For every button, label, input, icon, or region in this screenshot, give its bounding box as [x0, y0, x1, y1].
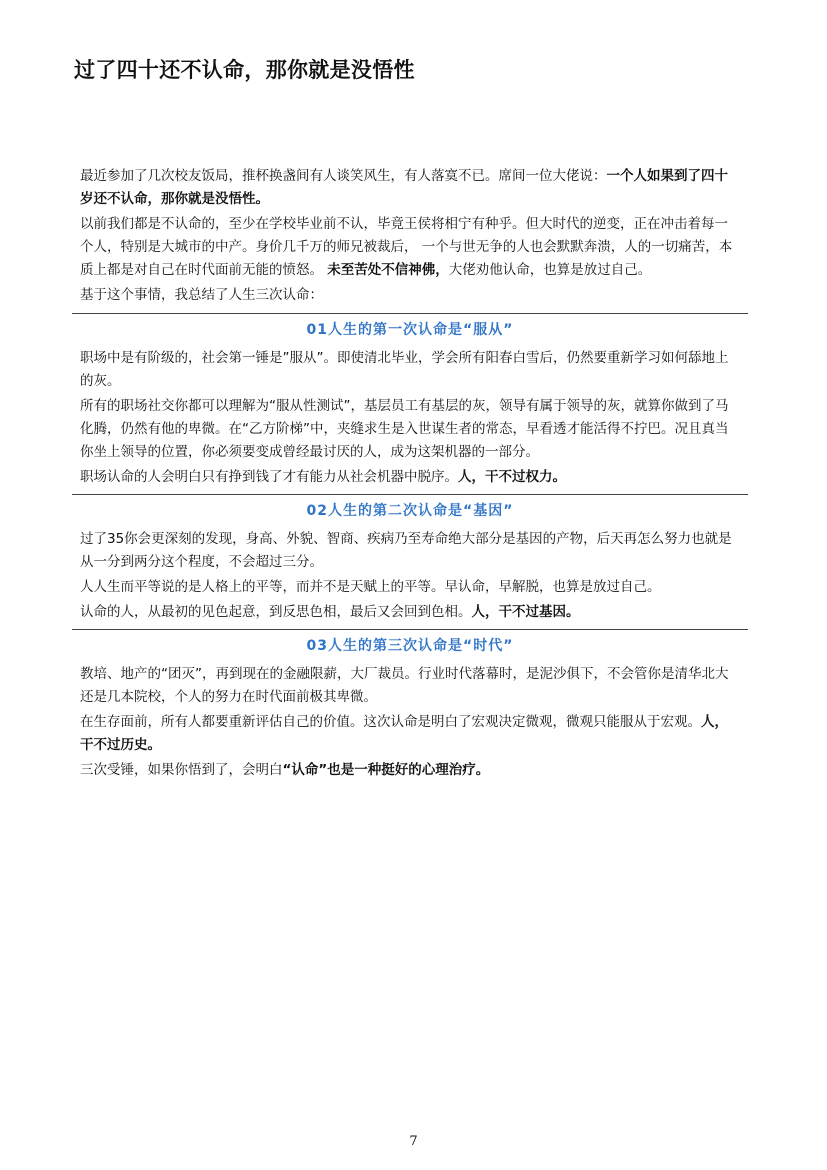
section-divider — [72, 629, 748, 630]
paragraph-emphasis: “认命”也是一种挺好的心理治疗。 — [282, 762, 490, 778]
section-paragraph — [80, 601, 740, 624]
paragraph-emphasis: 人，干不过基因。 — [471, 604, 580, 620]
paragraph-emphasis: 人，干不过历史。 — [80, 714, 728, 753]
section-obedience — [80, 313, 740, 489]
section-heading: 01人生的第一次认命是“服从” — [306, 322, 514, 338]
page-title: 过了四十还不认命，那你就是没悟性 — [74, 58, 415, 82]
intro-text: 最近参加了几次校友饭局，推杯换盏间有人谈笑风生，有人落寞不已。席间一位大佬说： — [80, 168, 607, 184]
intro-paragraph — [80, 165, 740, 211]
section-paragraph: 过了35你会更深刻的发现，身高、外貌、智商、疾病乃至寿命绝大部分是基因的产物，后天再怎么努力也就是从一分到两分这个程度，不会超过三分。 — [80, 531, 732, 570]
intro-emphasis: 未至苦处不信神佛， — [327, 262, 449, 278]
section-paragraph: 职场中是有阶级的，社会第一锤是”服从”。即使清北毕业，学会所有阳春白雪后，仍然要重新学习如何舔地上的灰。 — [80, 350, 729, 389]
paragraph-emphasis: 人，干不过权力。 — [458, 469, 566, 485]
section-paragraph: 人人生而平等说的是人格上的平等，而并不是天赋上的平等。早认命，早解脱，也算是放过自己。 — [80, 579, 661, 595]
section-paragraph — [80, 759, 740, 782]
paragraph-text: 三次受锤，如果你悟到了，会明白 — [80, 762, 283, 778]
section-paragraph: 教培、地产的“团灭”，再到现在的金融限薪，大厂裁员。行业时代落幕时，是泥沙俱下，不会管你是清华北大还是几本院校，个人的努力在时代面前极其卑微。 — [80, 666, 729, 705]
page-number: 7 — [409, 1134, 418, 1149]
section-paragraph — [80, 466, 740, 489]
article-body — [80, 165, 740, 787]
section-genes — [80, 494, 740, 624]
intro-text: 大佬劝他认命，也算是放过自己。 — [448, 262, 652, 278]
paragraph-text: 在生存面前，所有人都要重新评估自己的价值。这次认命是明白了宏观决定微观，微观只能服从于宏观。 — [80, 714, 701, 730]
intro-paragraph: 基于这个事情，我总结了人生三次认命： — [80, 287, 323, 303]
section-heading: 02人生的第二次认命是“基因” — [306, 503, 514, 519]
section-divider — [72, 494, 748, 495]
section-heading: 03人生的第三次认命是“时代” — [306, 638, 514, 654]
intro-emphasis: 一个人如果到了四十岁还不认命，那你就是没悟性。 — [80, 168, 728, 207]
intro-paragraph — [80, 213, 740, 282]
section-era — [80, 629, 740, 782]
section-paragraph — [80, 711, 740, 757]
intro-text: 以前我们都是不认命的，至少在学校毕业前不认，毕竟王侯将相宁有种乎。但大时代的逆变，正在冲击着每一个人，特别是大城市的中产。身价几千万的师兄被裁后， 一个与世无争的人也会默默奔溃，人的一切痛苦，本质上都是对自己在时代面前无能的愤怒。 — [80, 216, 733, 278]
section-paragraph: 所有的职场社交你都可以理解为“服从性测试”，基层员工有基层的灰，领导有属于领导的灰，就算你做到了马化腾，仍然有他的卑微。在“乙方阶梯”中，夹缝求生是入世谋生者的常态，早看透才能活得不拧巴。况且真当你坐上领导的位置，你必须要变成曾经最讨厌的人，成为这架机器的一部分。 — [80, 398, 729, 460]
paragraph-text: 认命的人，从最初的见色起意，到反思色相，最后又会回到色相。 — [80, 604, 472, 620]
paragraph-text: 职场认命的人会明白只有挣到钱了才有能力从社会机器中脱序。 — [80, 469, 458, 485]
section-divider — [72, 313, 748, 314]
